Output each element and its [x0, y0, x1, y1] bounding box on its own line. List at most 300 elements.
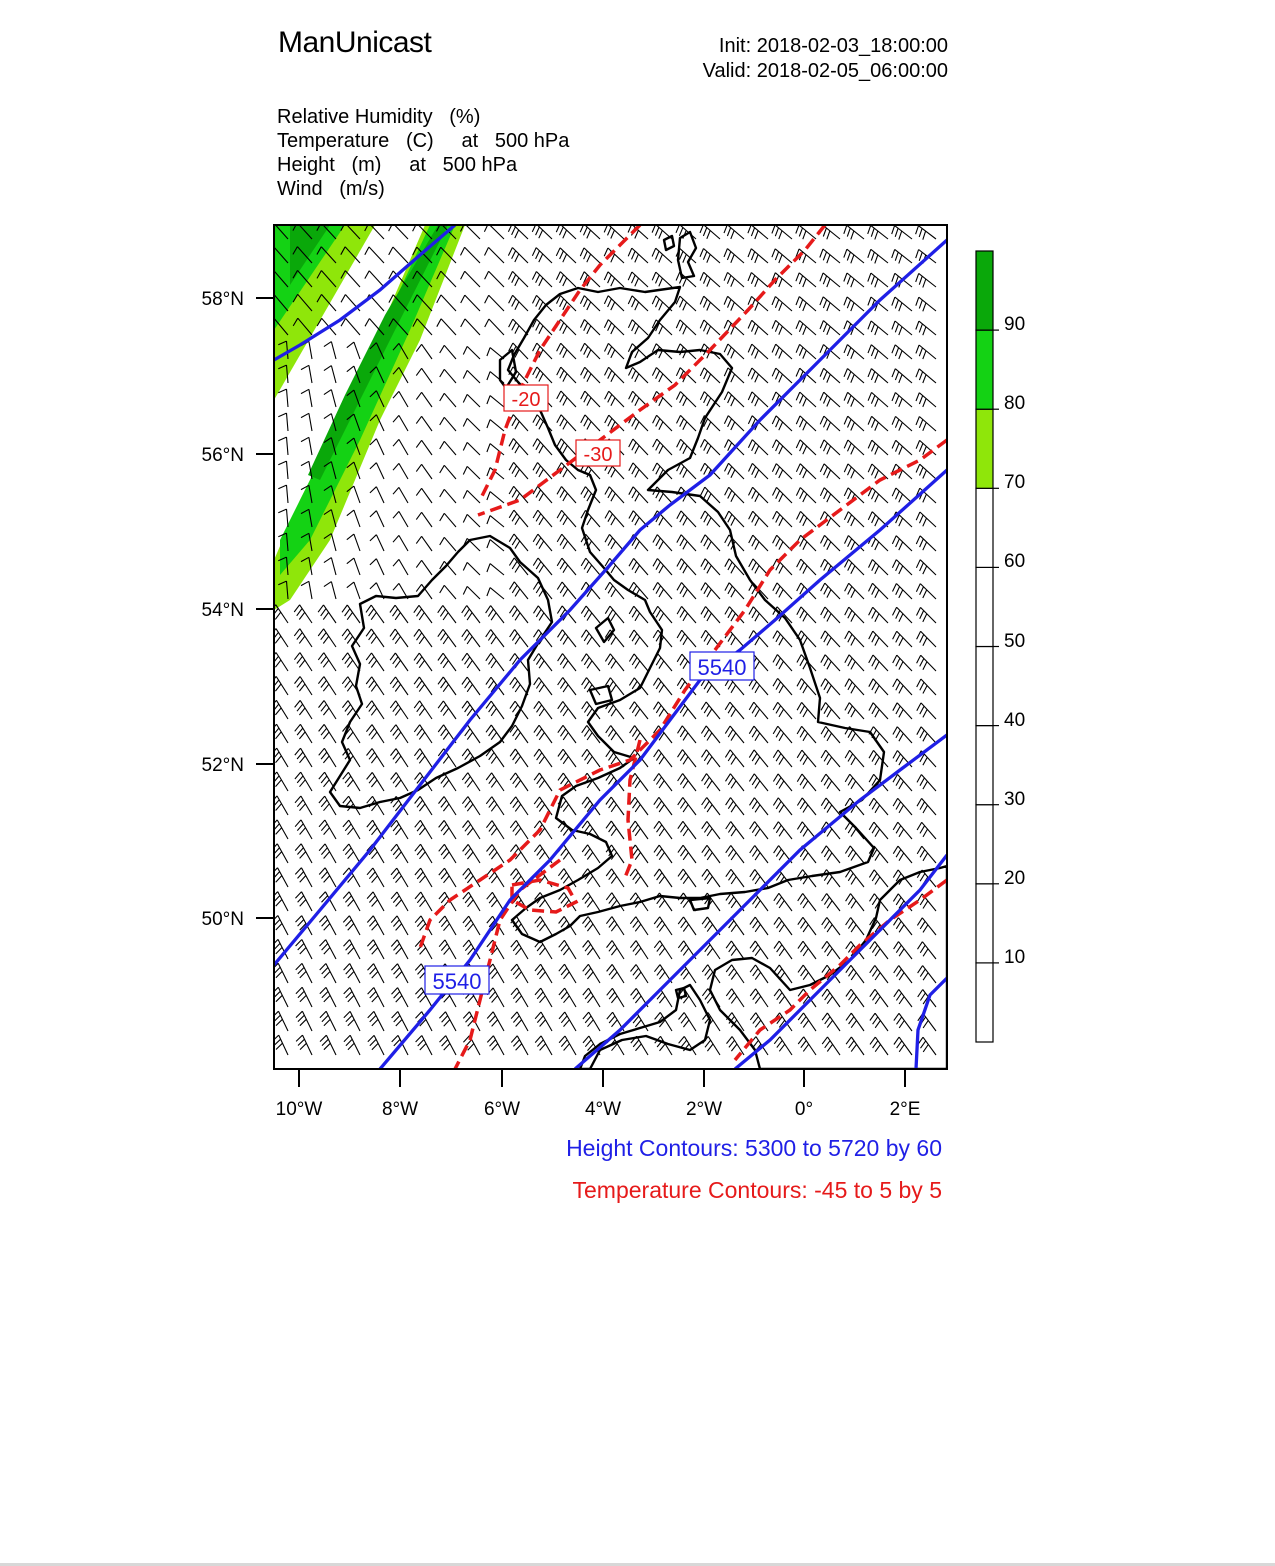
wind-barb — [510, 749, 528, 767]
wind-barb — [774, 893, 792, 911]
wind-barb — [892, 345, 912, 359]
lon-label: 10°W — [275, 1099, 323, 1120]
wind-barb — [893, 798, 912, 815]
wind-barb — [917, 798, 936, 815]
wind-barb — [700, 272, 720, 287]
wind-barb — [893, 631, 912, 647]
wind-barb — [607, 941, 625, 960]
wind-barb — [726, 774, 745, 791]
wind-barb — [726, 989, 744, 1007]
wind-barb — [415, 844, 432, 863]
wind-barb — [414, 677, 432, 695]
wind-barb — [558, 701, 576, 719]
colorbar-labels — [1004, 314, 1025, 968]
wind-barb — [438, 605, 456, 623]
wind-barb — [653, 559, 672, 576]
wind-barb — [347, 582, 360, 599]
wind-barb — [773, 655, 792, 672]
wind-barb — [629, 654, 648, 671]
wind-barb — [389, 247, 408, 263]
wind-barb — [440, 585, 456, 599]
wind-barb — [347, 534, 360, 551]
wind-barb — [344, 940, 361, 959]
wind-barb — [820, 416, 840, 431]
wind-barb — [486, 701, 504, 719]
wind-barb — [917, 918, 936, 935]
wind-barb — [725, 487, 744, 503]
wind-barb — [370, 463, 384, 479]
wind-barb — [845, 750, 864, 767]
wind-barb — [390, 605, 408, 623]
wind-barb — [796, 273, 816, 287]
wind-barb — [750, 941, 768, 959]
wind-barb — [796, 297, 816, 311]
wind-barb — [725, 583, 744, 599]
wind-barb — [796, 464, 816, 479]
wind-barb — [605, 487, 624, 503]
wind-barb — [534, 725, 552, 743]
wind-barb — [607, 964, 624, 983]
wind-barb — [772, 344, 792, 359]
wind-barb — [846, 1013, 864, 1031]
lon-label: 2°E — [889, 1099, 921, 1120]
wind-barb — [416, 512, 432, 527]
wind-barb — [318, 605, 336, 623]
wind-barb — [917, 775, 936, 792]
wind-barb — [893, 703, 912, 719]
wind-barb — [797, 822, 816, 839]
wind-barb — [486, 653, 504, 671]
wind-barb — [916, 321, 936, 335]
wind-barb — [892, 440, 912, 455]
wind-barb — [868, 249, 888, 263]
wind-barb — [557, 558, 576, 575]
wind-barb — [510, 582, 529, 599]
wind-barb — [701, 583, 720, 599]
wind-barb — [463, 442, 480, 455]
wind-barb — [511, 1012, 528, 1031]
wind-barb — [678, 917, 696, 935]
wind-barb — [892, 488, 912, 503]
wind-barb — [844, 369, 864, 384]
wind-barb — [606, 797, 624, 815]
wind-barb — [894, 918, 913, 935]
field-wind: Wind (m/s) — [277, 178, 385, 200]
wind-barb — [439, 820, 456, 839]
wind-barb — [700, 368, 720, 383]
wind-barb — [391, 964, 408, 983]
wind-barb — [845, 822, 864, 839]
wind-barb — [511, 940, 528, 959]
wind-barb — [652, 248, 672, 263]
wind-barb — [367, 940, 384, 959]
colorbar-label: 50 — [1004, 631, 1026, 652]
wind-barb — [370, 559, 384, 575]
wind-barb — [558, 654, 576, 671]
wind-barb — [797, 750, 816, 767]
wind-barb — [556, 224, 576, 239]
wind-barb — [367, 749, 385, 768]
wind-barb — [606, 726, 624, 744]
wind-barb — [486, 773, 504, 791]
wind-barb — [416, 440, 432, 455]
wind-barb — [295, 892, 312, 911]
wind-barb — [534, 677, 552, 695]
wind-barb — [416, 392, 432, 407]
wind-barb — [773, 511, 792, 527]
wind-barb — [606, 917, 624, 935]
wind-barb — [917, 846, 936, 863]
lon-label: 0° — [794, 1099, 814, 1120]
temperature-contour-note: Temperature Contours: -45 to 5 by 5 — [572, 1177, 942, 1203]
wind-barb — [892, 369, 912, 383]
wind-barb — [343, 772, 360, 791]
wind-barb — [773, 678, 792, 695]
wind-barb — [750, 798, 769, 815]
wind-barb — [892, 297, 912, 311]
wind-barb — [797, 702, 816, 719]
wind-barb — [392, 1012, 408, 1032]
wind-barb — [487, 540, 504, 551]
wind-barb — [416, 536, 432, 551]
wind-barb — [724, 272, 744, 287]
wind-barb — [893, 774, 912, 791]
wind-barb — [295, 868, 312, 887]
wind-barb — [440, 393, 456, 407]
wind-barb — [796, 392, 816, 407]
wind-barb — [796, 225, 816, 239]
wind-barb — [772, 249, 792, 263]
wind-barb — [916, 369, 936, 383]
wind-barb — [918, 966, 936, 983]
wind-barb — [894, 1013, 912, 1031]
wind-barb — [438, 677, 456, 695]
wind-barb — [391, 868, 408, 887]
wind-barb — [773, 535, 792, 551]
wind-barb — [368, 1011, 384, 1031]
wind-barb — [870, 965, 888, 983]
wind-barb — [440, 489, 456, 503]
wind-barb — [916, 297, 936, 311]
wind-barb — [390, 701, 408, 719]
wind-barb — [821, 774, 840, 791]
wind-barb — [296, 1011, 312, 1031]
wind-barb — [533, 510, 552, 527]
wind-barb — [677, 583, 696, 600]
humidity-shading — [274, 225, 465, 610]
colorbar-label: 60 — [1004, 551, 1026, 572]
wind-barb — [278, 461, 288, 479]
wind-barb — [487, 845, 505, 864]
wind-barb — [533, 319, 552, 335]
wind-barb — [295, 724, 312, 743]
wind-barb — [606, 773, 624, 791]
wind-barb — [750, 822, 768, 839]
wind-barb — [725, 750, 744, 767]
wind-barb — [606, 821, 624, 839]
wind-barb — [677, 463, 696, 479]
coastline-ireland — [330, 536, 552, 808]
wind-barb — [654, 821, 672, 839]
wind-barb — [773, 798, 792, 815]
wind-barb — [487, 564, 504, 575]
field-height: Height (m) at 500 hPa — [277, 154, 518, 176]
wind-barb — [868, 416, 888, 431]
wind-barb — [319, 748, 336, 767]
wind-barb — [702, 774, 720, 791]
wind-barb — [918, 942, 937, 959]
wind-barb — [365, 295, 384, 311]
wind-barb — [583, 940, 600, 959]
colorbar-bin — [976, 805, 993, 884]
wind-barb — [701, 535, 720, 551]
wind-barb — [845, 607, 864, 623]
lat-label: 50°N — [201, 909, 244, 930]
wind-barb — [414, 749, 432, 767]
wind-barb — [393, 463, 408, 479]
wind-barb — [749, 559, 768, 575]
wind-barb — [630, 941, 648, 959]
wind-barb — [294, 653, 312, 671]
wind-barb — [772, 416, 792, 431]
wind-barb — [750, 917, 768, 935]
wind-barb — [367, 844, 384, 863]
wind-barb — [365, 247, 384, 263]
wind-barb — [774, 989, 792, 1007]
wind-barb — [439, 797, 457, 816]
wind-barb — [510, 725, 528, 743]
wind-barb — [510, 773, 528, 791]
wind-barb — [773, 702, 792, 719]
wind-barb — [367, 772, 384, 791]
wind-barb — [439, 868, 456, 887]
wind-barb — [393, 535, 408, 551]
wind-barb — [748, 249, 768, 263]
wind-barb — [727, 1037, 745, 1056]
wind-barb — [725, 702, 744, 719]
wind-barb — [415, 820, 432, 839]
wind-barb — [846, 918, 864, 936]
colorbar-bin — [976, 567, 993, 646]
wind-barb — [749, 487, 769, 503]
wind-barb — [702, 821, 720, 839]
wind-barb — [581, 367, 600, 383]
wind-barb — [772, 320, 792, 335]
wind-barb — [676, 296, 696, 311]
wind-barb — [391, 940, 408, 959]
wind-barb — [485, 271, 504, 287]
wind-barb — [391, 749, 409, 767]
wind-barb — [797, 559, 816, 575]
lat-label: 58°N — [201, 289, 244, 310]
wind-barb — [749, 511, 768, 527]
wind-barb — [557, 415, 576, 431]
wind-barb — [534, 654, 552, 672]
lat-label: 52°N — [201, 755, 244, 776]
wind-barb — [583, 917, 601, 936]
lon-label: 4°W — [584, 1099, 622, 1120]
wind-barb — [748, 392, 768, 407]
wind-barb — [628, 320, 648, 335]
wind-barb — [869, 631, 888, 647]
lon-label: 6°W — [483, 1099, 521, 1120]
wind-barb — [414, 605, 432, 623]
wind-barb — [749, 535, 768, 551]
wind-barb — [893, 846, 912, 863]
wind-barb — [821, 583, 840, 599]
wind-barb — [724, 249, 744, 263]
wind-barb — [821, 655, 840, 671]
wind-barb — [916, 345, 936, 359]
wind-barb — [724, 225, 744, 239]
wind-barb — [296, 940, 312, 960]
wind-barb — [774, 941, 792, 959]
colorbar-label: 20 — [1004, 868, 1026, 889]
wind-barb — [582, 821, 600, 839]
temperature-contour-line — [455, 860, 560, 1069]
wind-barb — [846, 965, 864, 983]
wind-barb — [535, 1036, 552, 1055]
wind-barb — [870, 942, 888, 960]
wind-barb — [278, 437, 288, 455]
wind-barb — [440, 537, 456, 551]
wind-barb — [677, 415, 697, 431]
wind-barb — [416, 1012, 433, 1031]
wind-barb — [510, 677, 528, 695]
wind-barb — [509, 510, 528, 527]
wind-barb — [844, 297, 864, 311]
wind-barb — [509, 415, 528, 431]
wind-barb — [869, 583, 889, 599]
wind-barb — [749, 774, 768, 791]
wind-barb — [820, 464, 840, 479]
wind-barb — [533, 558, 552, 575]
wind-barb — [822, 1013, 840, 1031]
wind-barb — [440, 1036, 457, 1055]
wind-barb — [844, 512, 864, 527]
wind-barb — [630, 821, 648, 839]
wind-barb — [773, 583, 792, 599]
wind-barb — [319, 868, 336, 887]
wind-barb — [509, 439, 528, 456]
height-contour-label: 5540 — [432, 969, 482, 994]
wind-barb — [654, 845, 672, 863]
wind-barb — [558, 869, 576, 887]
wind-barb — [278, 509, 288, 527]
wind-barb — [462, 677, 480, 695]
wind-barb — [653, 415, 672, 431]
colorbar-bin — [976, 647, 993, 726]
wind-barb — [582, 893, 600, 911]
wind-barb — [821, 607, 840, 623]
wind-barb — [725, 726, 744, 743]
wind-barb — [416, 464, 432, 479]
wind-barb — [916, 512, 936, 527]
wind-barb — [533, 486, 552, 503]
wind-barb — [748, 368, 768, 383]
wind-barb — [462, 653, 480, 671]
wind-barb — [846, 989, 864, 1007]
wind-barb — [628, 248, 648, 263]
wind-barb — [607, 988, 624, 1007]
wind-barb — [463, 394, 480, 407]
wind-barb — [296, 1035, 312, 1055]
wind-barb — [366, 725, 384, 743]
wind-barb — [796, 416, 816, 431]
colorbar-bin — [976, 726, 993, 805]
wind-barb — [892, 226, 912, 240]
wind-barb — [677, 511, 696, 527]
wind-barb — [892, 416, 912, 431]
wind-barb — [605, 534, 624, 551]
wind-barb — [629, 367, 649, 383]
wind-barb — [845, 703, 864, 719]
wind-barb — [415, 868, 432, 887]
wind-barb — [390, 653, 408, 671]
wind-barb — [894, 1037, 912, 1055]
wind-barb — [701, 559, 720, 575]
wind-barb — [702, 845, 720, 863]
lat-label: 54°N — [201, 600, 244, 621]
wind-barb — [463, 370, 480, 383]
wind-barb — [654, 869, 672, 887]
wind-barb — [845, 559, 865, 575]
wind-barb — [892, 560, 912, 575]
wind-barb — [844, 440, 864, 455]
wind-barb — [653, 487, 672, 503]
wind-barb — [342, 605, 360, 623]
wind-barb — [821, 750, 840, 767]
wind-barb — [653, 439, 672, 455]
wind-barb — [557, 510, 576, 527]
wind-barb — [437, 319, 456, 335]
wind-barb — [370, 439, 384, 455]
wind-barb — [796, 344, 816, 359]
wind-barb — [301, 389, 312, 407]
wind-barb — [557, 534, 576, 551]
wind-barb — [869, 607, 888, 623]
colorbar-bin — [976, 251, 993, 330]
wind-barb — [319, 820, 336, 839]
wind-barb — [295, 677, 313, 696]
wind-barb — [556, 248, 576, 263]
wind-barb — [295, 700, 312, 719]
wind-barb — [916, 560, 936, 575]
wind-barb — [845, 655, 864, 671]
wind-barb — [461, 247, 481, 263]
wind-barb — [701, 511, 720, 527]
wind-barb — [821, 535, 841, 551]
wind-barb — [301, 413, 312, 431]
wind-barb — [820, 273, 840, 287]
wind-barb — [533, 463, 552, 480]
wind-barb — [319, 724, 336, 743]
wind-barb — [869, 560, 889, 576]
wind-barb — [485, 247, 505, 263]
wind-barb — [726, 845, 744, 863]
wind-barb — [366, 677, 384, 695]
wind-barb — [391, 773, 408, 792]
wind-barb — [845, 774, 864, 791]
wind-barb — [630, 797, 648, 815]
colorbar-bin — [976, 884, 993, 963]
wind-barb — [654, 773, 672, 791]
wind-barb — [487, 420, 504, 431]
wind-barb — [724, 344, 744, 359]
wind-barb — [845, 631, 864, 647]
wind-barb — [294, 605, 312, 623]
wind-barb — [324, 390, 336, 407]
